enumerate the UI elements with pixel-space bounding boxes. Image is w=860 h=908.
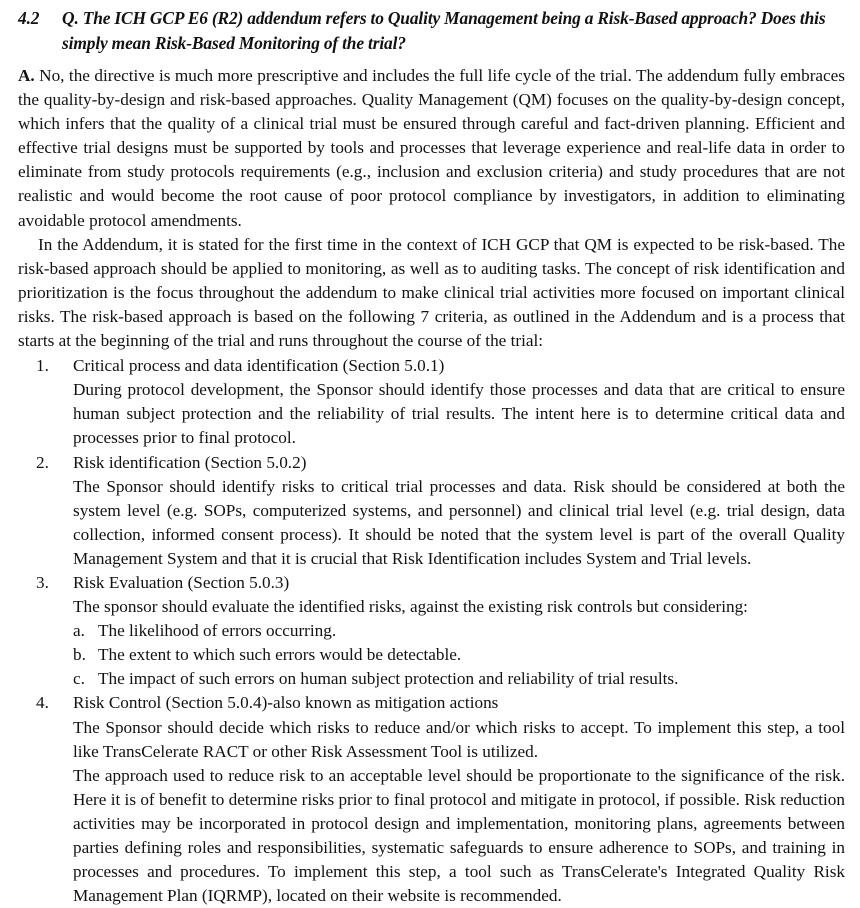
list-item-title: Risk Evaluation (Section 5.0.3) bbox=[73, 572, 290, 592]
sub-list-item bbox=[73, 643, 845, 667]
list-item bbox=[36, 451, 845, 571]
list-item-title: Critical process and data identification (Section 5.0.1) bbox=[73, 356, 445, 376]
list-item-title: Risk Control (Section 5.0.4)-also known as mitigation actions bbox=[73, 693, 499, 713]
list-item-marker: 3. bbox=[36, 572, 49, 592]
answer-label: A. bbox=[18, 66, 35, 85]
sub-list-item-marker: b. bbox=[73, 645, 86, 665]
section-heading-text: Q. The ICH GCP E6 (R2) addendum refers to Quality Management being a Risk-Based approach? Does this simply mean Risk-Based Monitoring of the trial? bbox=[62, 8, 826, 53]
list-item-body: The sponsor should evaluate the identified risks, against the existing risk controls but considering: bbox=[73, 597, 748, 617]
sub-list-item bbox=[73, 667, 845, 691]
criteria-list bbox=[18, 354, 845, 908]
sub-list-item-marker: a. bbox=[73, 621, 85, 641]
answer-paragraph-2: In the Addendum, it is stated for the first time in the context of ICH GCP that QM is expected to be risk-based. The risk-based approach should be applied to monitoring, as well as to auditing tasks. The concept of risk identification and prioritization is the focus throughout the addendum to make clinical trial activities more focused on important clinical risks. The risk-based approach is based on the following 7 criteria, as outlined in the Addendum and is a process that starts at the beginning of the trial and runs throughout the course of the trial: bbox=[18, 234, 845, 351]
list-item-title: Risk identification (Section 5.0.2) bbox=[73, 452, 307, 472]
sub-list-item-marker: c. bbox=[73, 669, 85, 689]
list-item-marker: 1. bbox=[36, 356, 49, 376]
answer-paragraph-1-text: No, the directive is much more prescriptive and includes the full life cycle of the trial. The addendum fully embraces the quality-by-design and risk-based approaches. Quality Management (QM) focuses on the quality-by-design concept, which infers that the quality of a clinical trial must be ensured through careful and fact-driven planning. Efficient and effective trial designs must be supported by tools and processes that leverage experience and real-life data in order to eliminate from study protocols requirements (e.g., inclusion and exclusion criteria) and study procedures that are not realistic and would become the root cause of poor protocol compliance by investigators, in addition to eliminating avoidable protocol amendments. bbox=[18, 66, 846, 230]
list-item-marker: 4. bbox=[36, 693, 49, 713]
list-item bbox=[36, 571, 845, 691]
sub-list-item-text: The impact of such errors on human subject protection and reliability of trial results. bbox=[98, 669, 679, 689]
section-number: 4.2 bbox=[18, 8, 40, 28]
list-item-body: The approach used to reduce risk to an acceptable level should be proportionate to the significance of the risk. Here it is of benefit to determine risks prior to final protocol and mitigate in protocol, if possible. Risk reduction activities may be incorporated in protocol design and implementation, monitoring plans, agreements between parties defining roles and responsibilities, systematic safeguards to ensure adherence to SOPs, and training in processes and procedures. To implement this step, a tool such as TransCelerate's Integrated Quality Risk Management Plan (IQRMP), located on their website is recommended. bbox=[73, 765, 845, 906]
list-item-body: The Sponsor should identify risks to critical trial processes and data. Risk should be considered at both the system level (e.g. SOPs, computerized systems, and personnel) and clinical trial level (e.g. trial design, data collection, informed consent process). It should be noted that the system level is part of the overall Quality Management System and that it is crucial that Risk Identification includes System and Trial levels. bbox=[73, 476, 845, 568]
list-item-marker: 2. bbox=[36, 452, 49, 472]
list-item-body: The Sponsor should decide which risks to reduce and/or which risks to accept. To implement this step, a tool like TransCelerate RACT or other Risk Assessment Tool is utilized. bbox=[73, 717, 845, 761]
sub-list-item-text: The likelihood of errors occurring. bbox=[98, 621, 337, 641]
sub-list-item bbox=[73, 619, 845, 643]
list-item-body: During protocol development, the Sponsor should identify those processes and data that are critical to ensure human subject protection and the reliability of trial results. The intent here is to determine critical data and processes prior to final protocol. bbox=[73, 380, 845, 448]
list-item bbox=[36, 354, 845, 450]
answer-body bbox=[0, 64, 860, 908]
list-item bbox=[36, 691, 845, 908]
section-heading bbox=[0, 0, 860, 55]
answer-paragraph-1 bbox=[18, 64, 845, 233]
sub-list bbox=[73, 619, 845, 691]
sub-list-item-text: The extent to which such errors would be detectable. bbox=[98, 645, 462, 665]
